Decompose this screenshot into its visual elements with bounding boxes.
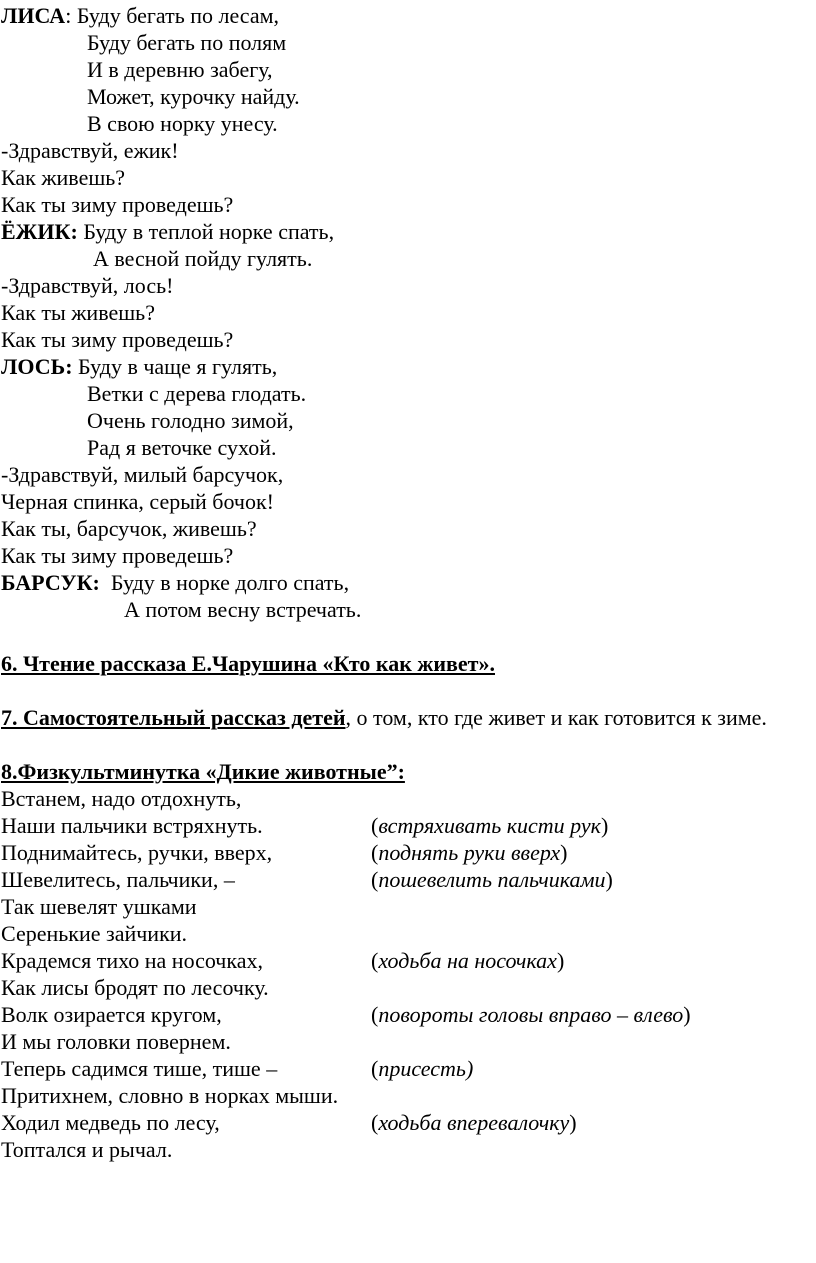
exercise-instruction: (поднять руки вверх) (371, 840, 568, 865)
spacer (1, 623, 813, 650)
exercise-row (1, 974, 813, 1001)
elk-line-4: Рад я веточке сухой. (87, 435, 277, 460)
spacer (1, 677, 813, 704)
fox-line-3: И в деревню забегу, (87, 57, 273, 82)
fox-line-2: Буду бегать по полям (87, 30, 287, 55)
fox-line-1: ЛИСА: Буду бегать по лесам, (1, 3, 280, 28)
exercise-row (1, 866, 813, 893)
elk-line-1 (1, 353, 813, 380)
badger-line-2: А потом весну встречать. (124, 597, 362, 622)
exercise-row (1, 839, 813, 866)
exercise-verse: Серенькие зайчики. (1, 921, 188, 946)
speaker-elk: ЛОСЬ: (1, 354, 73, 379)
exercise-instruction: (ходьба на носочках) (371, 948, 565, 973)
instruction-text: пошевелить пальчиками (378, 867, 606, 892)
instruction-text: поднять руки вверх (378, 840, 561, 865)
section-8-heading: 8.Физкультминутка «Дикие животные”: (1, 759, 405, 784)
exercise-verse: Топтался и рычал. (1, 1137, 173, 1162)
exercise-verse: Как лисы бродят по лесочку. (1, 975, 269, 1000)
exercise-instruction: (ходьба вперевалочку) (371, 1110, 577, 1135)
instruction-text: повороты головы вправо – влево (378, 1002, 684, 1027)
exercise-verse: Волк озирается кругом, (1, 1002, 222, 1027)
fox-line-4: Может, курочку найду. (87, 84, 300, 109)
instruction-text: ходьба вперевалочку (378, 1110, 570, 1135)
verse-text: Буду в норке долго спать, (110, 570, 350, 595)
elk-line-2: Ветки с дерева глодать. (87, 381, 307, 406)
exercise-verse: Наши пальчики встряхнуть. (1, 813, 263, 838)
elk-line-3: Очень голодно зимой, (87, 408, 294, 433)
exercise-row (1, 920, 813, 947)
instruction-text: ходьба на носочках (378, 948, 557, 973)
hedgehog-line-1 (1, 218, 813, 245)
spacer (1, 731, 813, 758)
greeting-badger-3: Как ты, барсучок, живешь? (1, 516, 257, 541)
exercise-row (1, 893, 813, 920)
instruction-text: присесть (378, 1056, 466, 1081)
greeting-hedgehog-3: Как ты зиму проведешь? (1, 192, 234, 217)
exercise-verse: И мы головки повернем. (1, 1029, 231, 1054)
section-7-paragraph (1, 704, 813, 731)
verse-text: Буду бегать по лесам, (76, 3, 280, 28)
exercise-verse: Встанем, надо отдохнуть, (1, 786, 242, 811)
document-page (1, 2, 813, 1163)
exercise-row (1, 812, 813, 839)
exercise-verse: Теперь садимся тише, тише – (1, 1056, 278, 1081)
section-7-heading: 7. Самостоятельный рассказ детей (1, 705, 346, 730)
fox-line-5: В свою норку унесу. (87, 111, 278, 136)
exercise-row (1, 1109, 813, 1136)
exercise-instruction: (повороты головы вправо – влево) (371, 1002, 691, 1027)
greeting-elk-3: Как ты зиму проведешь? (1, 327, 234, 352)
exercise-row (1, 1136, 813, 1163)
exercise-verse: Ходил медведь по лесу, (1, 1110, 220, 1135)
exercise-row (1, 1001, 813, 1028)
verse-text: Буду в чаще я гулять, (78, 354, 278, 379)
section-6-heading: 6. Чтение рассказа Е.Чарушина «Кто как живет». (1, 651, 495, 676)
greeting-badger-1: -Здравствуй, милый барсучок, (1, 462, 284, 487)
exercise-instruction: (присесть) (371, 1056, 474, 1081)
exercise-verse: Притихнем, словно в норках мыши. (1, 1083, 339, 1108)
badger-line-1 (1, 569, 813, 596)
speaker-fox: ЛИСА (1, 3, 66, 28)
exercise-row (1, 1028, 813, 1055)
greeting-hedgehog-2: Как живешь? (1, 165, 126, 190)
exercise-instruction: (встряхивать кисти рук) (371, 813, 609, 838)
speaker-hedgehog: ЁЖИК: (1, 219, 78, 244)
verse-text: Буду в теплой норке спать, (83, 219, 335, 244)
instruction-text: встряхивать кисти рук (378, 813, 601, 838)
greeting-badger-4: Как ты зиму проведешь? (1, 543, 234, 568)
exercise-row (1, 785, 813, 812)
exercise-verse: Крадемся тихо на носочках, (1, 948, 263, 973)
exercise-row (1, 947, 813, 974)
exercise-instruction: (пошевелить пальчиками) (371, 867, 613, 892)
greeting-badger-2: Черная спинка, серый бочок! (1, 489, 274, 514)
greeting-hedgehog-1: -Здравствуй, ежик! (1, 138, 179, 163)
exercise-row (1, 1055, 813, 1082)
hedgehog-line-2: А весной пойду гулять. (93, 246, 313, 271)
exercise-row (1, 1082, 813, 1109)
exercise-verse: Поднимайтесь, ручки, вверх, (1, 840, 273, 865)
greeting-elk-1: -Здравствуй, лось! (1, 273, 174, 298)
speaker-badger: БАРСУК: (1, 570, 100, 595)
exercise-verse: Так шевелят ушками (1, 894, 197, 919)
greeting-elk-2: Как ты живешь? (1, 300, 155, 325)
section-7-text: , о том, кто где живет и как готовится к зиме. (345, 705, 767, 730)
exercise-verse: Шевелитесь, пальчики, – (1, 867, 235, 892)
